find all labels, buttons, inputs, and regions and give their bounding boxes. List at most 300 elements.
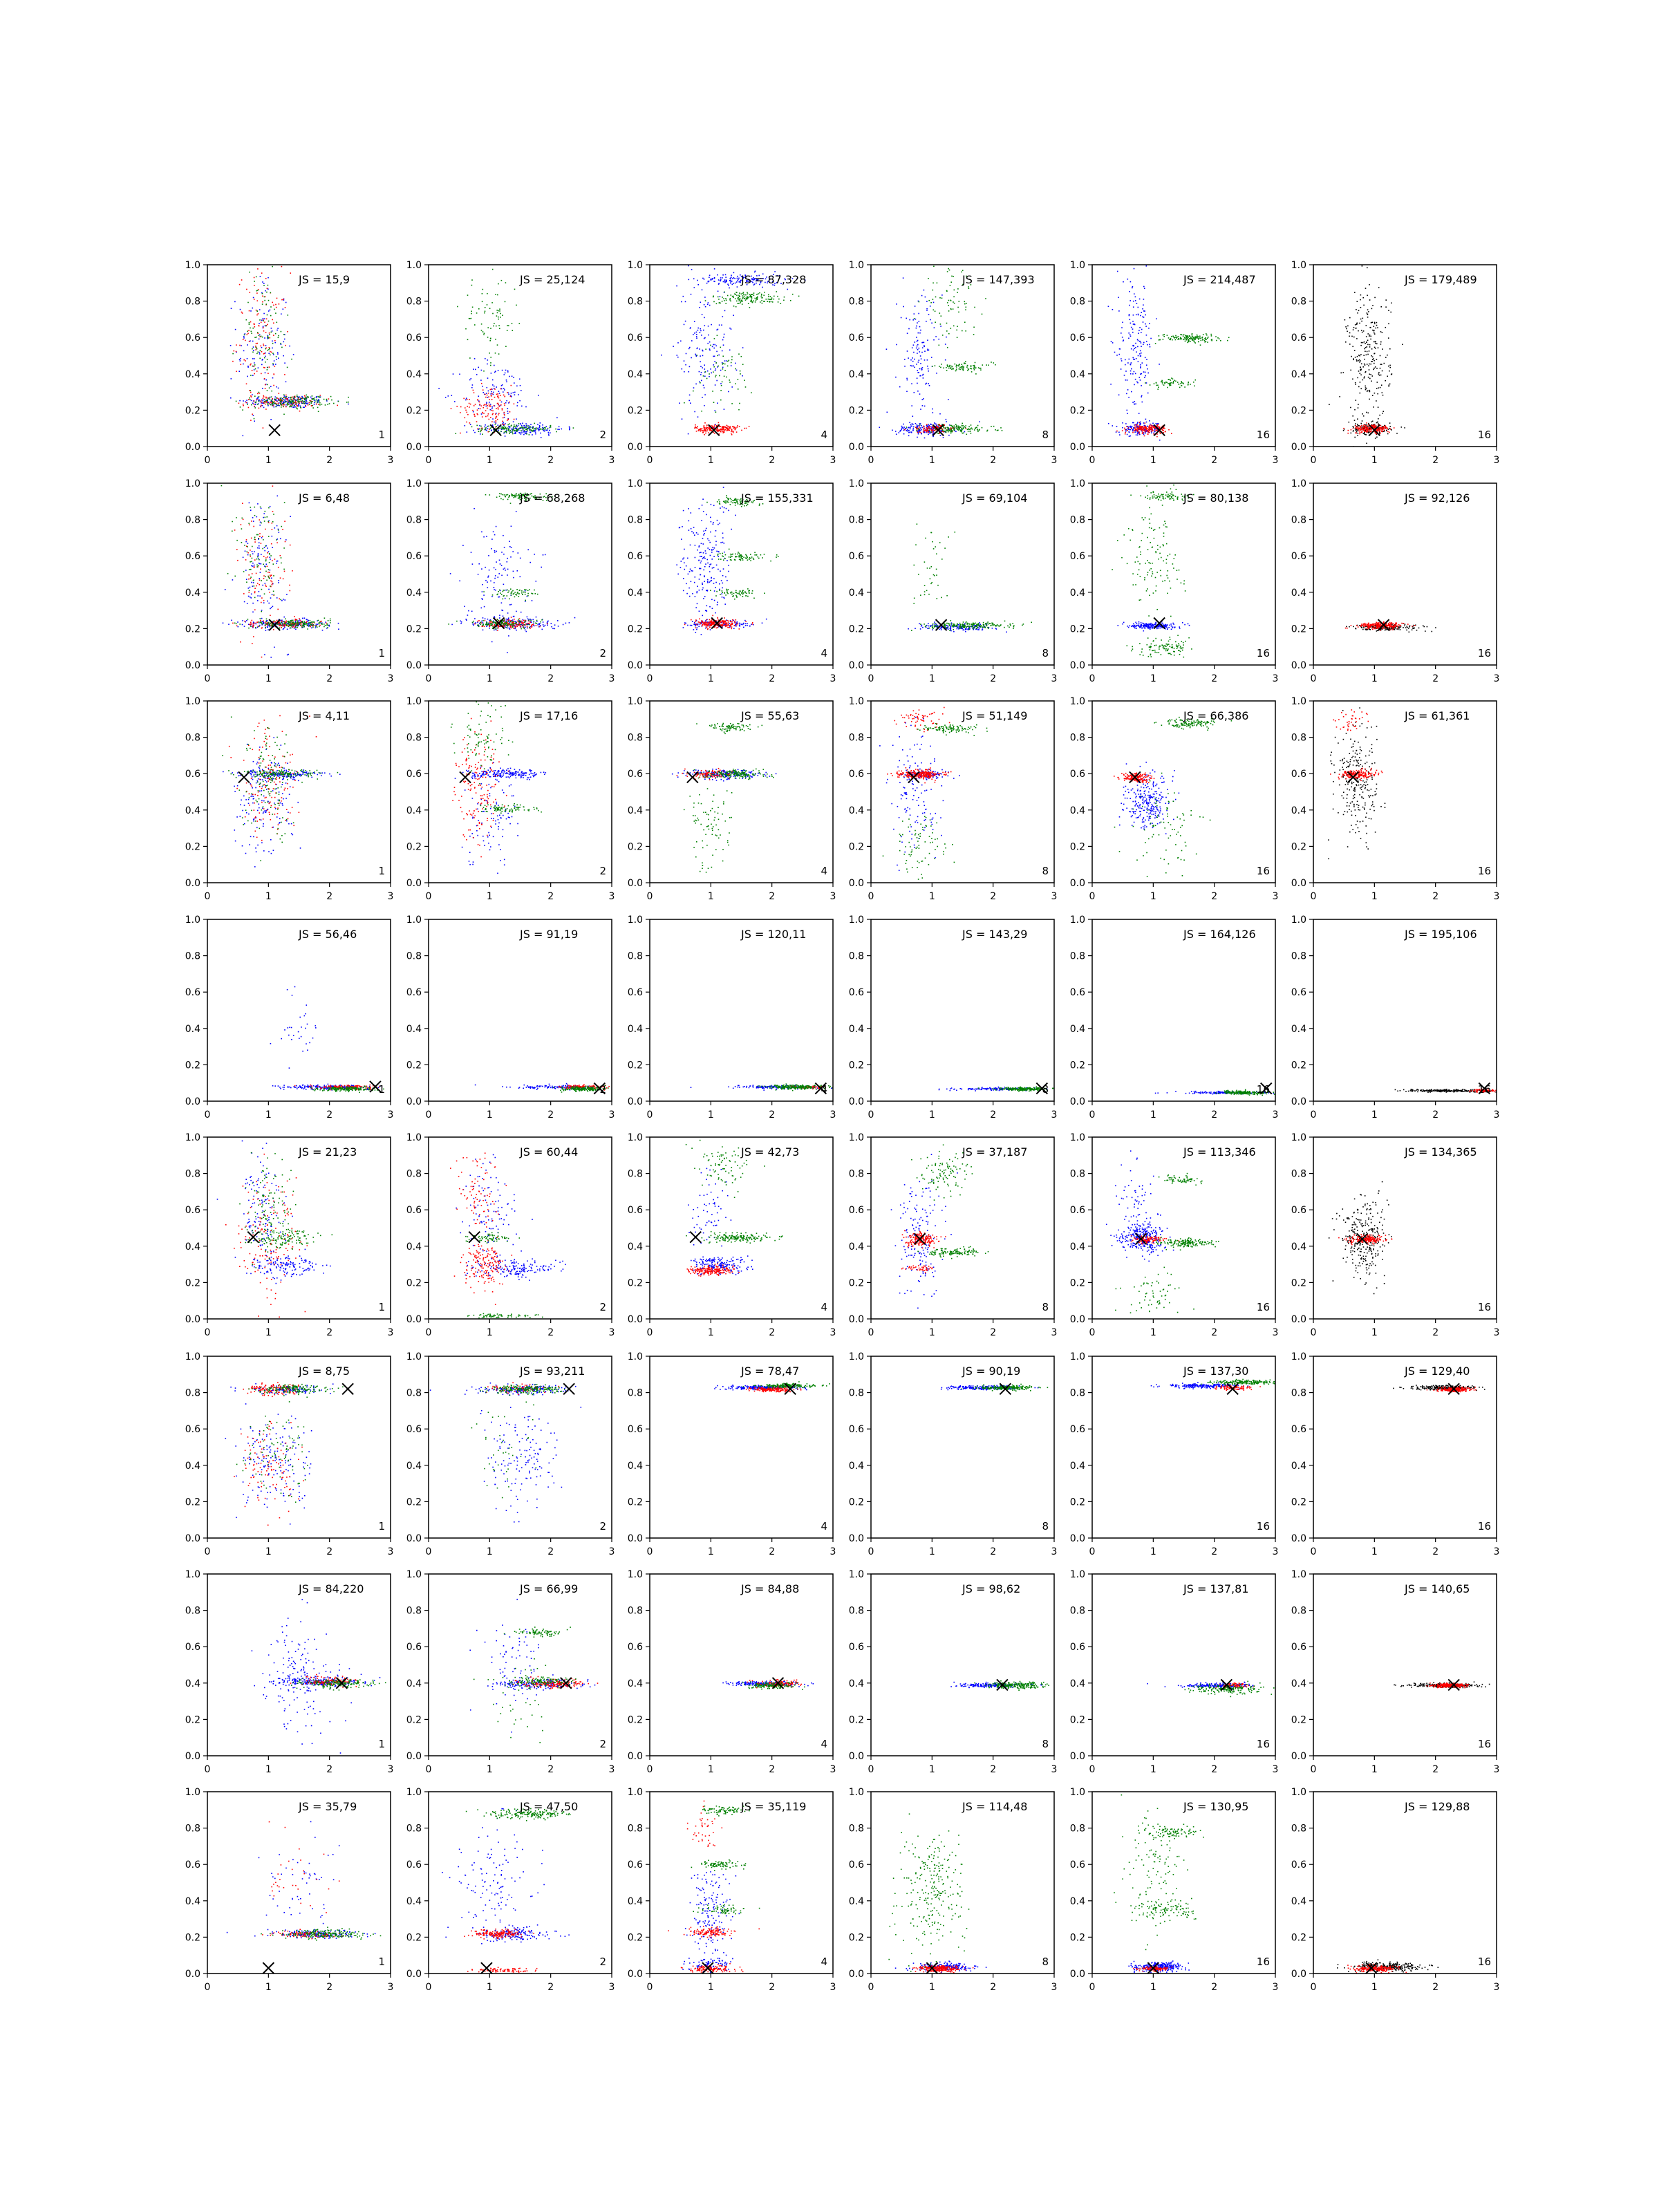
- data-point: [728, 429, 729, 431]
- data-point: [297, 405, 298, 406]
- data-point: [948, 268, 949, 270]
- data-point: [512, 429, 513, 431]
- data-point: [953, 301, 954, 303]
- data-point: [719, 375, 720, 377]
- data-point: [274, 309, 275, 310]
- data-point: [1147, 426, 1148, 427]
- data-point: [239, 624, 241, 625]
- data-point: [274, 647, 275, 648]
- data-point: [283, 628, 285, 629]
- data-point: [319, 395, 321, 396]
- subplot-r1-c3: [628, 260, 836, 466]
- data-point: [271, 332, 272, 333]
- data-point: [968, 286, 969, 288]
- data-point: [506, 379, 507, 381]
- data-point: [704, 434, 705, 435]
- x-tick-label: 0: [426, 455, 432, 466]
- data-point: [896, 344, 897, 346]
- data-point: [1362, 379, 1364, 381]
- data-point: [1127, 362, 1129, 364]
- data-point: [1373, 358, 1374, 359]
- data-point: [934, 422, 935, 424]
- data-point: [920, 330, 921, 331]
- data-point: [505, 346, 507, 347]
- data-point: [1376, 400, 1377, 402]
- data-point: [955, 431, 957, 433]
- data-point: [755, 298, 756, 299]
- data-point: [251, 565, 252, 567]
- data-point: [702, 430, 703, 431]
- data-point: [917, 353, 918, 354]
- data-point: [914, 318, 915, 319]
- data-point: [957, 429, 959, 430]
- data-point: [265, 345, 267, 346]
- data-point: [703, 385, 704, 386]
- data-point: [272, 404, 273, 406]
- data-point: [1372, 395, 1374, 396]
- data-point: [1376, 322, 1378, 324]
- data-point: [569, 427, 570, 429]
- data-point: [284, 521, 285, 522]
- data-point: [921, 358, 922, 359]
- data-point: [1374, 424, 1375, 426]
- data-point: [288, 397, 290, 398]
- data-point: [273, 354, 274, 355]
- data-point: [1375, 366, 1376, 368]
- data-point: [700, 328, 701, 330]
- data-point: [969, 429, 971, 430]
- data-point: [296, 622, 297, 624]
- data-point: [310, 402, 312, 404]
- data-point: [297, 624, 299, 625]
- data-point: [263, 327, 264, 328]
- data-point: [1367, 317, 1369, 318]
- data-point: [1351, 356, 1352, 357]
- data-point: [1358, 310, 1360, 312]
- data-point: [932, 412, 934, 413]
- data-point: [704, 368, 706, 370]
- data-point: [263, 620, 264, 621]
- data-point: [931, 430, 932, 431]
- data-point: [1349, 344, 1351, 345]
- data-point: [290, 400, 291, 402]
- data-point: [290, 399, 292, 400]
- data-point: [700, 428, 702, 429]
- data-point: [688, 265, 689, 267]
- data-point: [262, 585, 263, 586]
- data-point: [700, 382, 701, 384]
- data-point: [482, 331, 484, 332]
- data-point: [270, 404, 272, 406]
- data-point: [1359, 433, 1360, 435]
- data-point: [521, 430, 522, 431]
- data-point: [948, 435, 950, 436]
- data-point: [268, 629, 269, 630]
- data-point: [879, 427, 881, 429]
- data-point: [272, 523, 273, 524]
- data-point: [490, 389, 491, 391]
- data-point: [940, 435, 941, 436]
- data-point: [256, 371, 258, 372]
- data-point: [243, 405, 244, 406]
- data-point: [300, 621, 301, 622]
- data-point: [727, 361, 729, 362]
- data-point: [708, 432, 709, 433]
- data-point: [253, 636, 254, 637]
- data-point: [927, 359, 928, 361]
- data-point: [263, 624, 265, 625]
- data-point: [730, 427, 731, 429]
- data-point: [236, 371, 237, 373]
- data-point: [1404, 427, 1405, 429]
- data-point: [1137, 423, 1138, 424]
- data-point: [926, 383, 928, 384]
- data-point: [259, 626, 260, 627]
- data-point: [517, 402, 518, 404]
- data-point: [724, 334, 725, 335]
- subplot-r1-c1: [185, 260, 394, 466]
- data-point: [1374, 360, 1375, 362]
- data-point: [697, 280, 698, 281]
- data-point: [912, 424, 914, 425]
- data-point: [448, 395, 449, 397]
- data-point: [256, 585, 257, 587]
- data-point: [937, 283, 938, 284]
- data-point: [912, 361, 914, 362]
- data-point: [1138, 330, 1140, 331]
- data-point: [935, 429, 936, 431]
- data-point: [276, 307, 277, 308]
- data-point: [726, 281, 727, 282]
- data-point: [720, 370, 722, 371]
- data-point: [542, 424, 543, 426]
- data-point: [1192, 338, 1193, 339]
- data-point: [1137, 434, 1138, 435]
- data-point: [756, 294, 758, 295]
- data-point: [514, 426, 516, 427]
- data-point: [946, 290, 948, 292]
- data-point: [265, 348, 266, 350]
- data-point: [1217, 337, 1219, 339]
- data-point: [718, 297, 719, 298]
- data-point: [306, 403, 308, 404]
- data-point: [254, 565, 255, 566]
- data-point: [940, 324, 941, 325]
- data-point: [250, 310, 252, 312]
- data-point: [712, 391, 713, 392]
- data-point: [730, 301, 731, 302]
- data-point: [1170, 384, 1172, 386]
- data-point: [957, 365, 958, 366]
- data-point: [947, 427, 948, 429]
- data-point: [301, 626, 303, 627]
- data-point: [901, 428, 903, 429]
- data-point: [288, 404, 289, 405]
- data-point: [284, 362, 285, 364]
- data-point: [503, 424, 505, 425]
- data-point: [1138, 426, 1139, 427]
- data-point: [704, 337, 706, 339]
- data-point: [490, 406, 491, 407]
- data-point: [713, 371, 714, 373]
- data-point: [740, 302, 741, 303]
- data-point: [1387, 431, 1389, 433]
- data-point: [252, 358, 254, 359]
- data-point: [1139, 341, 1141, 342]
- data-point: [225, 589, 226, 590]
- data-point: [254, 366, 255, 367]
- data-point: [500, 431, 502, 432]
- data-point: [237, 621, 238, 623]
- data-point: [705, 348, 706, 350]
- data-point: [512, 323, 513, 324]
- x-tick-label: 1: [265, 455, 272, 466]
- data-point: [518, 394, 519, 395]
- data-point: [259, 547, 260, 549]
- data-point: [943, 368, 944, 369]
- data-point: [569, 429, 570, 431]
- data-point: [310, 400, 312, 402]
- data-point: [276, 542, 278, 543]
- data-point: [283, 617, 285, 618]
- data-point: [306, 622, 307, 624]
- data-point: [1193, 382, 1194, 383]
- data-point: [438, 388, 440, 389]
- data-point: [693, 387, 695, 388]
- data-point: [1369, 364, 1370, 365]
- data-point: [1131, 368, 1132, 370]
- data-point: [259, 339, 260, 340]
- data-point: [733, 272, 735, 274]
- data-point: [501, 402, 503, 403]
- data-point: [254, 362, 255, 364]
- data-point: [1138, 413, 1140, 414]
- data-point: [253, 621, 254, 623]
- y-tick-label: 0.4: [185, 369, 200, 380]
- data-point: [271, 328, 272, 329]
- data-point: [1367, 364, 1368, 365]
- data-point: [1387, 376, 1388, 377]
- data-point: [735, 429, 736, 431]
- data-point: [246, 579, 247, 580]
- data-point: [491, 388, 492, 390]
- data-point: [296, 407, 297, 409]
- data-point: [1157, 424, 1159, 426]
- data-point: [680, 341, 682, 342]
- js-score-label: JS = 147,393: [962, 273, 1035, 286]
- data-point: [948, 368, 950, 369]
- data-point: [252, 352, 254, 353]
- data-point: [731, 434, 733, 435]
- data-point: [259, 336, 261, 337]
- data-point: [268, 522, 270, 523]
- data-point: [1183, 383, 1184, 384]
- data-point: [252, 553, 254, 554]
- data-point: [926, 428, 928, 429]
- data-point: [1377, 393, 1378, 395]
- data-point: [1369, 299, 1371, 301]
- data-point: [261, 322, 262, 324]
- series-s2: [232, 485, 327, 657]
- data-point: [252, 402, 254, 404]
- data-point: [738, 303, 740, 304]
- data-point: [230, 397, 232, 399]
- data-point: [911, 426, 912, 427]
- data-point: [538, 395, 539, 396]
- data-point: [709, 275, 711, 276]
- data-point: [956, 330, 957, 331]
- data-point: [243, 339, 244, 340]
- js-score-label: JS = 15,9: [298, 273, 350, 286]
- data-point: [270, 355, 271, 356]
- data-point: [1145, 419, 1147, 420]
- data-point: [1366, 341, 1367, 343]
- data-point: [904, 359, 906, 360]
- data-point: [252, 341, 254, 342]
- data-point: [1134, 427, 1136, 428]
- data-point: [521, 424, 522, 425]
- data-point: [264, 321, 265, 323]
- data-point: [247, 619, 249, 620]
- data-point: [1168, 383, 1169, 384]
- scatter-points: [879, 266, 1003, 439]
- data-point: [268, 373, 269, 374]
- data-point: [503, 418, 504, 419]
- data-point: [963, 433, 964, 434]
- data-point: [538, 430, 540, 431]
- data-point: [257, 595, 259, 597]
- data-point: [247, 366, 249, 367]
- data-point: [961, 366, 962, 368]
- data-point: [1401, 427, 1403, 428]
- data-point: [261, 621, 263, 622]
- data-point: [500, 395, 501, 396]
- data-point: [707, 343, 709, 344]
- data-point: [324, 399, 325, 400]
- data-point: [918, 313, 919, 315]
- data-point: [254, 551, 255, 552]
- data-point: [1138, 433, 1140, 435]
- data-point: [290, 406, 291, 407]
- data-point: [1358, 371, 1360, 372]
- data-point: [312, 621, 313, 623]
- data-point: [945, 359, 946, 361]
- data-point: [704, 325, 706, 326]
- data-point: [1339, 396, 1340, 397]
- data-point: [489, 399, 490, 400]
- y-tick-label: 0.6: [1070, 332, 1085, 344]
- data-point: [719, 324, 720, 326]
- data-point: [480, 430, 482, 431]
- data-point: [963, 427, 964, 429]
- data-point: [737, 286, 738, 288]
- data-point: [489, 402, 490, 403]
- data-point: [471, 318, 472, 319]
- data-point: [483, 392, 485, 393]
- data-point: [923, 431, 924, 433]
- data-point: [263, 578, 265, 579]
- data-point: [1373, 426, 1374, 427]
- data-point: [732, 284, 733, 285]
- data-point: [908, 435, 910, 437]
- data-point: [1121, 360, 1123, 362]
- data-point: [1194, 341, 1195, 343]
- data-point: [511, 393, 512, 394]
- data-point: [907, 332, 908, 334]
- data-point: [1130, 319, 1131, 321]
- data-point: [292, 624, 293, 626]
- data-point: [1121, 332, 1122, 334]
- data-point: [697, 330, 699, 331]
- data-point: [518, 428, 520, 429]
- data-point: [1359, 323, 1360, 324]
- data-point: [924, 359, 926, 361]
- data-point: [308, 622, 310, 624]
- data-point: [953, 276, 954, 277]
- data-point: [1359, 359, 1360, 361]
- data-point: [717, 402, 718, 404]
- data-point: [1141, 428, 1143, 429]
- data-point: [688, 348, 690, 350]
- data-point: [1362, 332, 1363, 333]
- data-point: [239, 345, 241, 346]
- data-point: [250, 556, 252, 557]
- data-point: [265, 362, 266, 363]
- y-tick-label: 0.8: [1070, 297, 1085, 308]
- data-point: [260, 522, 261, 523]
- data-point: [319, 625, 321, 626]
- data-point: [270, 559, 271, 560]
- data-point: [700, 355, 701, 357]
- data-point: [524, 430, 525, 431]
- data-point: [1156, 430, 1158, 431]
- data-point: [254, 406, 256, 407]
- data-point: [1364, 377, 1365, 379]
- data-point: [1362, 342, 1364, 344]
- data-point: [275, 621, 276, 623]
- data-point: [939, 312, 941, 314]
- data-point: [469, 318, 470, 319]
- data-point: [1118, 297, 1119, 299]
- data-point: [977, 429, 978, 430]
- data-point: [289, 585, 290, 586]
- data-point: [267, 390, 268, 391]
- data-point: [241, 345, 242, 346]
- data-point: [1380, 344, 1382, 345]
- data-point: [318, 411, 319, 413]
- data-point: [977, 425, 979, 427]
- data-point: [266, 292, 268, 293]
- data-point: [482, 293, 483, 294]
- data-point: [267, 601, 268, 602]
- data-point: [243, 336, 245, 337]
- data-point: [268, 624, 269, 626]
- data-point: [498, 319, 499, 320]
- data-point: [906, 430, 908, 431]
- data-point: [686, 353, 687, 355]
- data-point: [1357, 301, 1358, 302]
- data-point: [696, 334, 697, 335]
- data-point: [737, 278, 738, 279]
- data-point: [1359, 362, 1360, 363]
- data-point: [260, 572, 261, 573]
- data-point: [717, 428, 718, 429]
- data-point: [1129, 359, 1130, 360]
- data-point: [1389, 426, 1391, 427]
- y-tick-label: 0.6: [849, 332, 864, 344]
- data-point: [1389, 384, 1390, 386]
- data-point: [1355, 384, 1356, 385]
